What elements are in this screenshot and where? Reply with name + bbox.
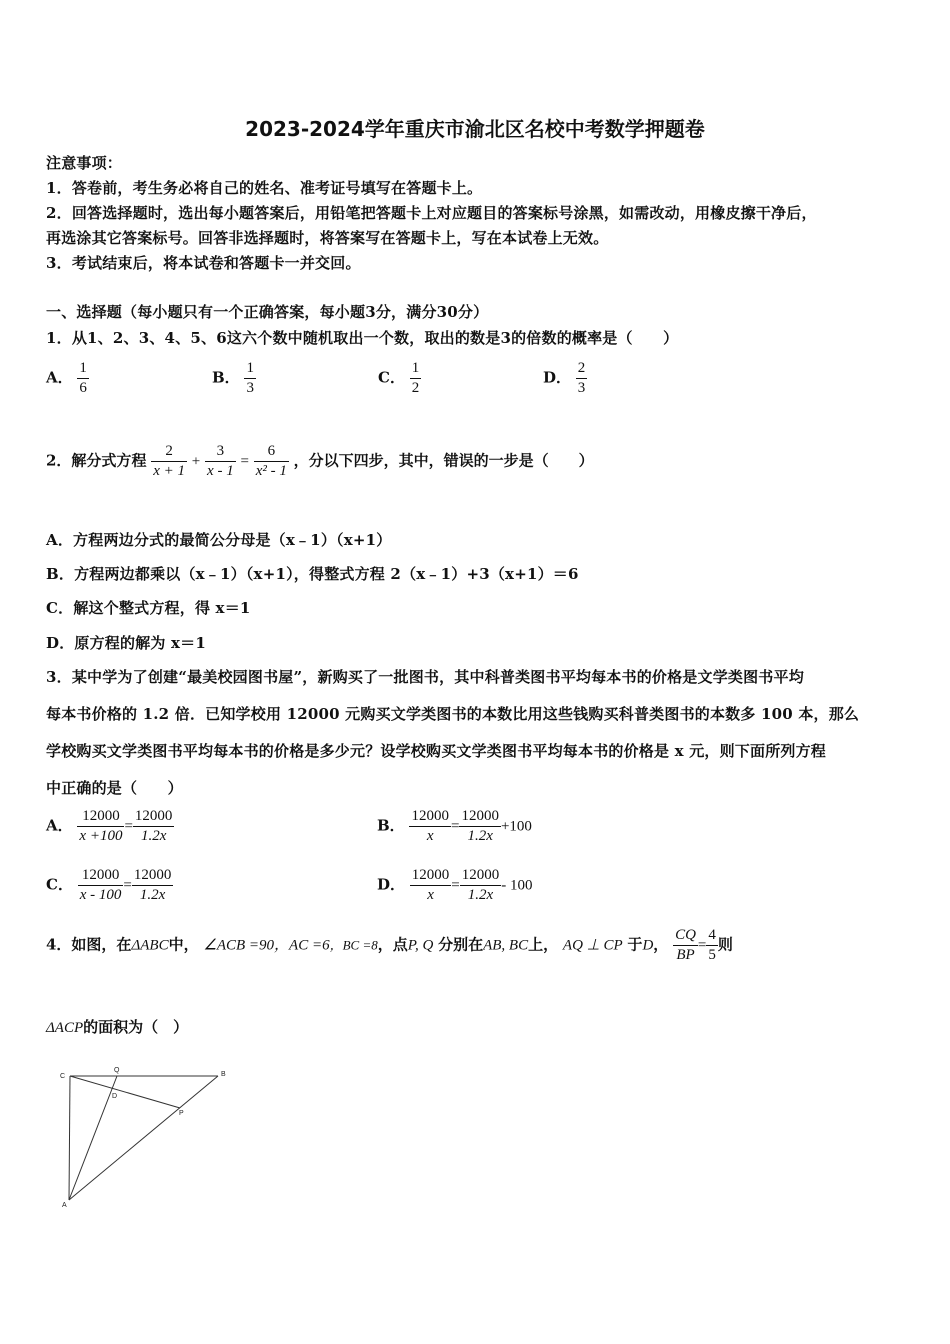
q4-math: AB, BC: [483, 937, 529, 954]
q3-frac-left: [410, 867, 452, 904]
q4-text: ，点: [377, 935, 408, 954]
numerator: 1: [411, 360, 420, 376]
q2-stem: [46, 443, 594, 480]
numerator: 12000: [411, 867, 450, 883]
q4-ratio-frac: [673, 927, 698, 964]
q4-ratio-value: [706, 927, 718, 964]
denominator: x: [409, 826, 451, 845]
q4-stem: 4．如图，在ΔABC中， ∠ACB =90，AC =6，BC =8，点P, Q 分别在AB, BC上， AQ ⊥ CP 于D， $\frac{CQ}{BP}$ = $\frac{4}{5}$ 则: [46, 927, 733, 963]
denominator: x +100: [79, 828, 123, 844]
q3-option-b: B． $\frac{12000}{x}$ = $\frac{12000}{1.2x}$ +100: [377, 808, 532, 844]
denominator: x² - 1: [255, 463, 287, 479]
label-a: A: [62, 1202, 67, 1209]
notice-item-2: 2．回答选择题时，选出每小题答案后，用铅笔把答题卡上对应题目的答案标号涂黑，如需改动，用橡皮擦干净后，: [46, 204, 817, 222]
denominator: BP: [673, 945, 698, 964]
q4-math: P, Q: [407, 937, 434, 954]
q4-text: 于: [627, 935, 643, 954]
q1-option-c: [378, 360, 421, 397]
q2-frac-3: [254, 443, 289, 480]
denominator: 6: [79, 380, 87, 396]
equals-sign: =: [240, 453, 249, 470]
q3-line-3: 学校购买文学类图书平均每本书的价格是多少元？设学校购买文学类图书平均每本书的价格是 x 元，则下面所列方程: [46, 742, 826, 760]
segment-aq: [69, 1076, 117, 1200]
q4-text: 分别在: [438, 935, 484, 954]
q2-frac-2: [205, 443, 236, 480]
numerator: 12000: [133, 867, 172, 883]
q3-option-label: D．: [377, 875, 406, 894]
side-ab: [69, 1076, 218, 1200]
numerator: 2: [165, 443, 173, 459]
q1-option-fraction: [410, 360, 422, 397]
denominator: x: [410, 885, 452, 904]
q1-option-fraction: [77, 360, 89, 397]
numerator: 6: [267, 443, 276, 459]
denominator: 5: [708, 947, 716, 963]
denominator: 3: [577, 380, 586, 396]
numerator: CQ: [675, 927, 696, 943]
q3-tail: - 100: [501, 877, 533, 894]
q4-text: 4．如图，在: [46, 935, 132, 954]
denominator: 1.2x: [460, 885, 502, 904]
q4-figure: [50, 1062, 240, 1212]
numerator: 3: [216, 443, 225, 459]
segment-cp: [70, 1076, 180, 1108]
q1-option-label: B．: [212, 368, 240, 387]
label-q: Q: [114, 1067, 120, 1074]
q3-tail: +100: [500, 818, 532, 835]
section-heading: 一、选择题（每小题只有一个正确答案，每小题3分，满分30分）: [46, 303, 489, 321]
q1-option-label: C．: [378, 368, 405, 387]
q2-prefix: 2．解分式方程: [46, 451, 147, 470]
q4-math: AQ ⊥ CP: [562, 937, 623, 954]
q3-frac-right: [132, 867, 174, 904]
q3-option-d: D． $\frac{12000}{x}$ = $\frac{12000}{1.2x}$ - 100: [377, 867, 533, 903]
q4-line-2: [46, 1016, 188, 1037]
q1-option-d: [543, 360, 587, 397]
q2-option-d: D．原方程的解为 x＝1: [46, 634, 207, 652]
numerator: 12000: [82, 808, 120, 824]
q2-option-b: B．方程两边都乘以（x﹣1）（x+1），得整式方程 2（x﹣1）+3（x+1）＝6: [46, 565, 579, 583]
side-ca: [69, 1076, 70, 1200]
label-c: C: [60, 1073, 66, 1080]
q3-line-1: 3．某中学为了创建“最美校园图书屋”，新购买了一批图书，其中科普类图书平均每本书的价格是文学类图书平均: [46, 668, 804, 686]
numerator: 12000: [81, 867, 120, 883]
denominator: x - 100: [79, 887, 122, 903]
denominator: 1.2x: [132, 885, 174, 904]
q3-frac-right: [459, 808, 501, 845]
q1-option-label: D．: [543, 368, 572, 387]
q1-option-fraction: [576, 360, 588, 397]
label-d: D: [112, 1093, 118, 1100]
numerator: 12000: [461, 867, 500, 883]
q3-line-2: 每本书价格的 1.2 倍．已知学校用 12000 元购买文学类图书的本数比用这些钱购买科普类图书的本数多 100 本，那么: [46, 705, 860, 723]
notice-item-3: 3．考试结束后，将本试卷和答题卡一并交回。: [46, 254, 361, 272]
q4-math: ΔACP: [46, 1020, 84, 1036]
label-p: P: [179, 1110, 184, 1117]
q3-frac-left: [77, 808, 124, 845]
notice-heading: 注意事项：: [46, 154, 123, 172]
q2-option-c: C．解这个整式方程，得 x＝1: [46, 599, 251, 617]
plus-sign: +: [191, 453, 201, 470]
q2-option-a: A．方程两边分式的最简公分母是（x﹣1）（x+1）: [46, 531, 392, 549]
q1-option-b: [212, 360, 256, 397]
q3-option-label: C．: [46, 875, 73, 894]
q4-text: 则: [717, 935, 733, 954]
q1-option-label: A．: [46, 368, 73, 387]
notice-item-2-cont: 再选涂其它答案标号。回答非选择题时，将答案写在答题卡上，写在本试卷上无效。: [46, 229, 609, 247]
q3-option-c: C． $\frac{12000}{x - 100}$ = $\frac{12000}{1.2x}$: [46, 867, 172, 903]
numerator: 12000: [461, 808, 499, 824]
q3-frac-left: [78, 867, 124, 904]
q4-text: 中，: [168, 935, 199, 954]
q1-option-fraction: [244, 360, 256, 397]
q3-frac-right: [133, 808, 175, 845]
q1-stem: 1．从1、2、3、4、5、6这六个数中随机取出一个数，取出的数是3的倍数的概率是（ ）: [46, 329, 679, 347]
numerator: 1: [79, 360, 87, 376]
denominator: 2: [411, 380, 420, 396]
q4-text: 的面积为（ ）: [83, 1018, 189, 1036]
page-title: 2023-2024学年重庆市渝北区名校中考数学押题卷: [245, 117, 705, 141]
denominator: 3: [246, 380, 254, 396]
numerator: 1: [246, 360, 254, 376]
q2-frac-1: [151, 443, 187, 480]
q3-option-a: A． $\frac{12000}{x +100}$ = $\frac{12000}{1.2x}$: [46, 808, 173, 844]
q3-option-label: B．: [377, 816, 405, 835]
q4-math: D: [642, 937, 654, 954]
q3-frac-left: [409, 808, 451, 845]
numerator: 4: [708, 927, 716, 943]
q3-frac-right: [460, 867, 502, 904]
label-b: B: [221, 1071, 226, 1078]
q4-text: 上，: [528, 935, 559, 954]
q4-math: ，AC =6: [274, 937, 330, 954]
denominator: 1.2x: [459, 826, 501, 845]
q4-math: ∠ACB =90: [203, 937, 275, 954]
q4-math: ΔABC: [131, 937, 169, 954]
numerator: 12000: [411, 808, 449, 824]
q3-option-label: A．: [46, 816, 73, 835]
denominator: x + 1: [153, 463, 186, 479]
notice-item-1: 1．答卷前，考生务必将自己的姓名、准考证号填写在答题卡上。: [46, 179, 483, 197]
denominator: x - 1: [207, 463, 234, 479]
q1-option-a: [46, 360, 89, 397]
q3-line-4: 中正确的是（ ）: [46, 779, 183, 797]
numerator: 12000: [134, 808, 173, 824]
equals-sign: =: [697, 937, 707, 954]
q2-suffix: ，分以下四步，其中，错误的一步是（ ）: [293, 451, 594, 470]
numerator: 2: [577, 360, 586, 376]
q4-math: ，BC =8: [329, 937, 378, 953]
denominator: 1.2x: [133, 826, 175, 845]
